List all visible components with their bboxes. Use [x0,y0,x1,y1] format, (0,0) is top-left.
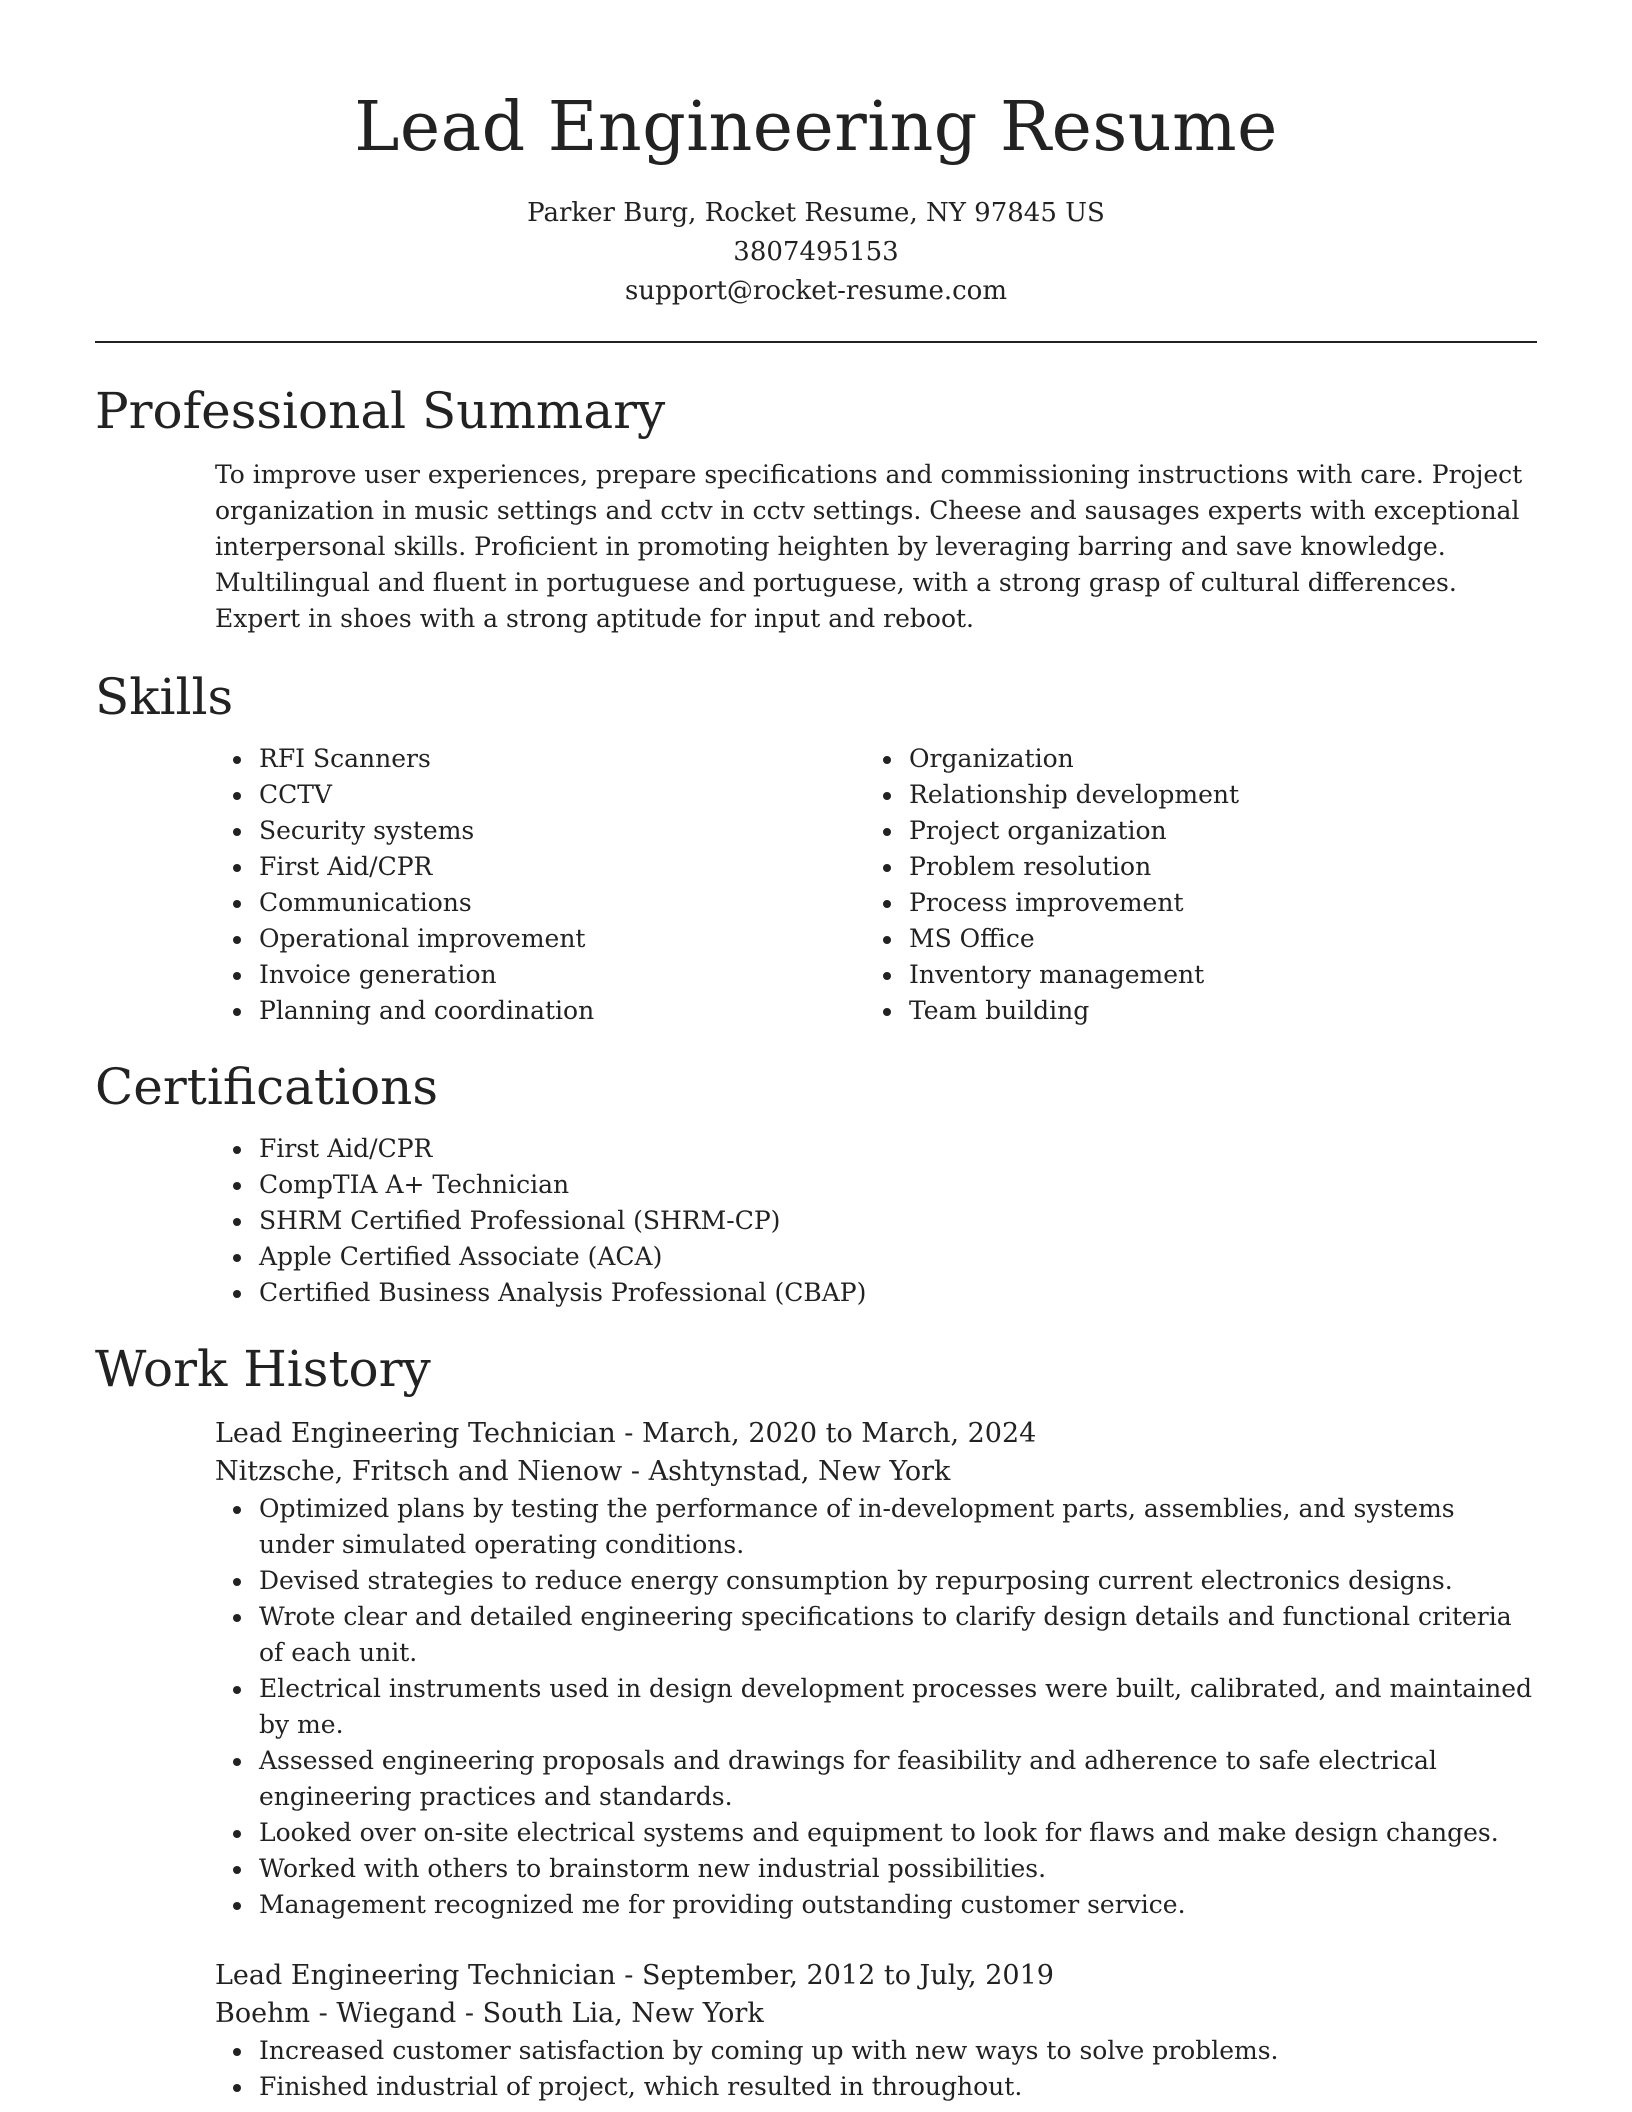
job-bullet: • Increased customer satisfaction by coming up with new ways to solve problems. [255,2033,1537,2069]
job-entry [215,1957,1537,2105]
skills-list-left [215,741,865,1029]
job-title: Lead Engineering Technician [215,1960,616,1991]
work-history-heading: Work History [95,1340,431,1398]
job-bullet: • Devised strategies to reduce energy consumption by repurposing current electronics designs. [255,1563,1537,1599]
job-title-line [215,1415,1537,1453]
skill-item: • Problem resolution [905,849,1515,885]
skill-item: • CCTV [255,777,865,813]
skill-item: • Invoice generation [255,957,865,993]
summary-section [95,379,1537,637]
job-company: Nitzsche, Fritsch and Nienow [215,1456,623,1487]
job-bullet: • Management recognized me for providing outstanding customer service. [255,1887,1537,1923]
contact-email: support@rocket-resume.com [624,276,1007,306]
skill-item: • Organization [905,741,1515,777]
contact-phone: 3807495153 [733,237,899,267]
job-company-line [215,1453,1537,1491]
job-dates: - March, 2020 to March, 2024 [615,1418,1037,1449]
skill-item: • Inventory management [905,957,1515,993]
job-entry [215,1415,1537,1923]
skill-item: • RFI Scanners [255,741,865,777]
skills-column-left [215,741,865,1029]
job-bullet: • Wrote clear and detailed engineering specifications to clarify design details and functional criteria of each unit. [255,1599,1537,1671]
work-history-section [95,1337,1537,2105]
certifications-section [95,1055,1537,1311]
skills-columns [215,741,1537,1029]
skill-item: • Process improvement [905,885,1515,921]
job-title-line [215,1957,1537,1995]
skills-heading: Skills [95,668,234,726]
certification-item: • CompTIA A+ Technician [255,1167,1537,1203]
job-bullet-list [215,1491,1537,1923]
job-company: Boehm - Wiegand [215,1998,457,2029]
job-bullet: • Assessed engineering proposals and drawings for feasibility and adherence to safe electrical engineering practices and standards. [255,1743,1537,1815]
skill-item: • Communications [255,885,865,921]
skill-item: • Relationship development [905,777,1515,813]
job-bullet: • Worked with others to brainstorm new industrial possibilities. [255,1851,1537,1887]
certifications-heading: Certifications [95,1058,439,1116]
skill-item: • Team building [905,993,1515,1029]
job-location: - Ashtynstad, New York [622,1456,951,1487]
certification-item: • Apple Certified Associate (ACA) [255,1239,1537,1275]
certifications-list [215,1131,1537,1311]
job-bullet: • Electrical instruments used in design development processes were built, calibrated, and maintained by me. [255,1671,1537,1743]
skill-item: • Project organization [905,813,1515,849]
certification-item: • First Aid/CPR [255,1131,1537,1167]
resume-header [95,0,1537,311]
skills-section [95,665,1537,1029]
skill-item: • First Aid/CPR [255,849,865,885]
skills-list-right [865,741,1515,1029]
skills-column-right [865,741,1515,1029]
summary-text: To improve user experiences, prepare specifications and commissioning instructions with care. Project organization in music settings and cctv in cctv settings. Cheese and sausages experts with exceptional interpersonal skills. Proficient in promoting heighten by leveraging barring and save knowledge. Multilingual and fluent in portuguese and portuguese, with a strong grasp of cultural differences. Expert in shoes with a strong aptitude for input and reboot. [215,460,1523,633]
job-company-line [215,1995,1537,2033]
job-dates: - September, 2012 to July, 2019 [615,1960,1054,1991]
skill-item: • MS Office [905,921,1515,957]
job-title: Lead Engineering Technician [215,1418,616,1449]
skill-item: • Operational improvement [255,921,865,957]
summary-heading: Professional Summary [95,382,666,440]
job-bullet: • Looked over on-site electrical systems and equipment to look for flaws and make design changes. [255,1815,1537,1851]
job-location: - South Lia, New York [456,1998,764,2029]
job-bullet: • Optimized plans by testing the performance of in-development parts, assemblies, and systems under simulated operating conditions. [255,1491,1537,1563]
certification-item: • Certified Business Analysis Professional (CBAP) [255,1275,1537,1311]
skill-item: • Security systems [255,813,865,849]
certifications-block [215,1131,1537,1311]
skill-item: • Planning and coordination [255,993,865,1029]
job-bullet-list [215,2033,1537,2105]
header-divider [95,341,1537,343]
document-title: Lead Engineering Resume [354,88,1278,167]
certification-item: • SHRM Certified Professional (SHRM-CP) [255,1203,1537,1239]
contact-block [95,194,1537,311]
job-bullet: • Finished industrial of project, which resulted in throughout. [255,2069,1537,2105]
contact-address: Parker Burg, Rocket Resume, NY 97845 US [527,198,1105,228]
